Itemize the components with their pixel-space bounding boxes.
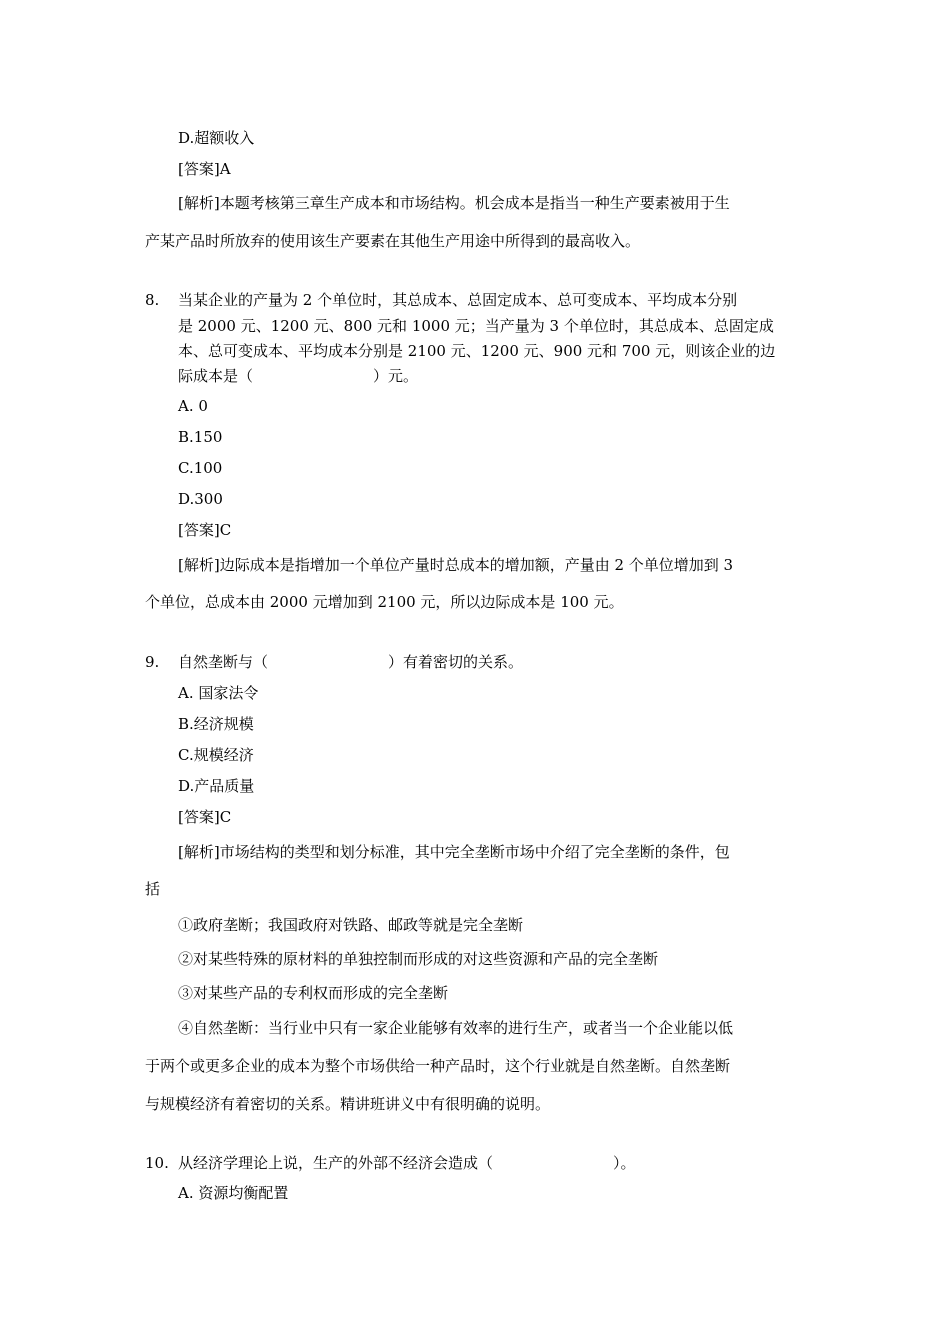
q9-option-c: C.规模经济	[178, 746, 254, 764]
q8-answer: [答案]C	[178, 521, 232, 539]
q10-stem: 从经济学理论上说，生产的外部不经济会造成（ ）。	[178, 1154, 636, 1172]
q8-stem-line2: 是 2000 元、1200 元、800 元和 1000 元；当产量为 3 个单位时，其总成本、总固定成	[178, 317, 774, 335]
q9-item-1: ①政府垄断；我国政府对铁路、邮政等就是完全垄断	[178, 916, 524, 934]
q8-analysis-line1: [解析]边际成本是指增加一个单位产量时总成本的增加额，产量由 2 个单位增加到 3	[178, 556, 734, 574]
q9-item-3: ③对某些产品的专利权而形成的完全垄断	[178, 984, 449, 1002]
q9-item-2: ②对某些特殊的原材料的单独控制而形成的对这些资源和产品的完全垄断	[178, 950, 659, 968]
q9-option-b: B.经济规模	[178, 715, 254, 733]
q9-option-d: D.产品质量	[178, 777, 255, 795]
q7-option-d: D.超额收入	[178, 129, 255, 147]
q9-analysis-line2: 括	[145, 880, 161, 898]
q10-number: 10.	[145, 1154, 169, 1172]
q8-stem-line1: 当某企业的产量为 2 个单位时，其总成本、总固定成本、总可变成本、平均成本分别	[178, 291, 738, 309]
q7-analysis-line1: [解析]本题考核第三章生产成本和市场结构。机会成本是指当一种生产要素被用于生	[178, 194, 730, 212]
q8-option-a: A. 0	[178, 397, 208, 415]
q9-analysis-line1: [解析]市场结构的类型和划分标准，其中完全垄断市场中介绍了完全垄断的条件，包	[178, 843, 730, 861]
q9-item-4-line1: ④自然垄断：当行业中只有一家企业能够有效率的进行生产，或者当一个企业能以低	[178, 1019, 734, 1037]
q7-answer: [答案]A	[178, 160, 231, 178]
q9-number: 9.	[145, 653, 160, 671]
q8-option-d: D.300	[178, 490, 223, 508]
q9-option-a: A. 国家法令	[178, 684, 259, 702]
q8-analysis-line2: 个单位，总成本由 2000 元增加到 2100 元，所以边际成本是 100 元。	[145, 593, 624, 611]
q9-answer: [答案]C	[178, 808, 232, 826]
q8-option-c: C.100	[178, 459, 223, 477]
q9-item-4-line2: 于两个或更多企业的成本为整个市场供给一种产品时，这个行业就是自然垄断。自然垄断	[145, 1057, 731, 1075]
q8-number: 8.	[145, 291, 160, 309]
q8-stem-line4: 际成本是（ ）元。	[178, 367, 419, 385]
q8-stem-line3: 本、总可变成本、平均成本分别是 2100 元、1200 元、900 元和 700 元，则该企业的边	[178, 342, 776, 360]
q9-item-4-line3: 与规模经济有着密切的关系。精讲班讲义中有很明确的说明。	[145, 1095, 551, 1113]
q10-option-a: A. 资源均衡配置	[178, 1184, 289, 1202]
q8-option-b: B.150	[178, 428, 223, 446]
q9-stem: 自然垄断与（ ）有着密切的关系。	[178, 653, 524, 671]
q7-analysis-line2: 产某产品时所放弃的使用该生产要素在其他生产用途中所得到的最高收入。	[145, 232, 641, 250]
